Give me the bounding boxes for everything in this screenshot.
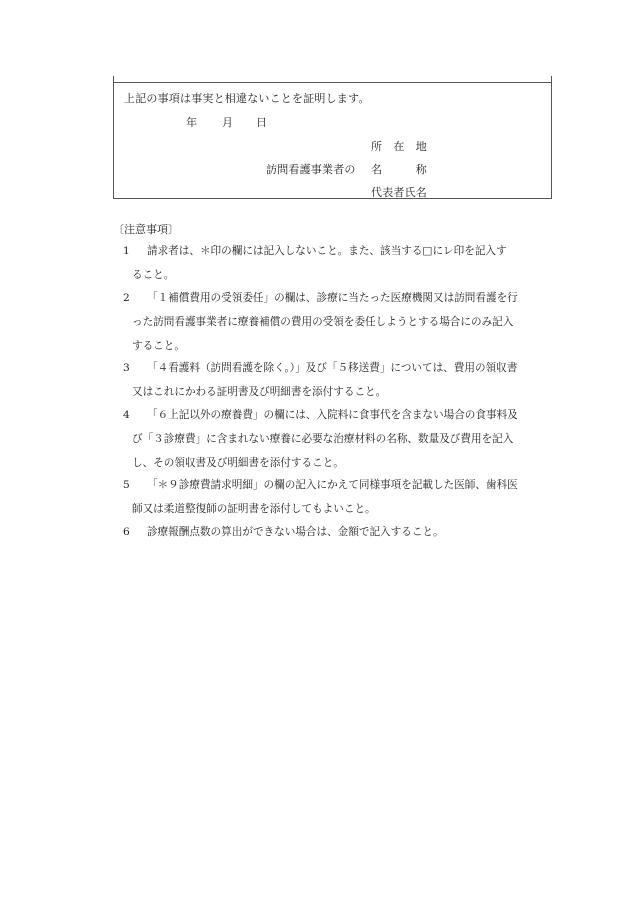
note-line: 「６上記以外の療養費」の欄には、入院料に食事代を含まない場合の食事料及	[147, 409, 518, 421]
note-item-5	[113, 473, 558, 521]
note-item-3	[113, 356, 558, 404]
provider-label: 訪問看護事業者の	[266, 163, 356, 176]
note-line: すること。	[132, 340, 185, 352]
note-number: 5	[123, 479, 130, 491]
note-line: 請求者は、＊印の欄には記入しないこと。また、該当する□にレ印を記入す	[147, 245, 507, 257]
note-line: 診療報酬点数の算出ができない場合は、金額で記入すること。	[147, 526, 444, 538]
note-number: 1	[123, 245, 130, 257]
note-item-4	[113, 403, 558, 475]
note-number: 4	[123, 409, 130, 421]
box-right-stub	[551, 76, 552, 82]
date-month-label: 月	[222, 116, 234, 129]
name-label: 名 称	[371, 163, 427, 176]
date-year-label: 年	[186, 116, 198, 129]
certification-statement: 上記の事項は事実と相違ないことを証明します。	[124, 92, 370, 105]
note-item-1	[113, 239, 558, 287]
note-line: った訪問看護事業者に療養補償の費用の受領を委任しようとする場合にのみ記入	[132, 316, 514, 328]
note-line: 「＊９診療費請求明細」の欄の記入にかえて同様事項を記載した医師、歯科医	[147, 479, 518, 491]
note-line: ること。	[132, 269, 175, 281]
note-item-6	[113, 520, 558, 544]
box-left-stub	[113, 76, 114, 82]
representative-label: 代表者氏名	[371, 186, 427, 199]
note-item-2	[113, 286, 558, 358]
note-line: 師又は柔道整復師の証明書を添付してもよいこと。	[132, 503, 376, 515]
notes-heading: 〔注意事項〕	[113, 223, 179, 236]
note-number: 6	[123, 526, 130, 538]
note-line: 又はこれにかわる証明書及び明細書を添付すること。	[132, 386, 387, 398]
note-line: 「４看護料（訪問看護を除く。）」及び「５移送費」については、費用の領収書	[147, 362, 518, 374]
note-line: び「３診療費」に含まれない療養に必要な治療材料の名称、数量及び費用を記入	[132, 433, 514, 445]
address-label: 所 在 地	[371, 140, 427, 153]
note-line: し、その領収書及び明細書を添付すること。	[132, 457, 344, 469]
date-day-label: 日	[256, 116, 268, 129]
note-number: 3	[123, 362, 130, 374]
note-number: 2	[123, 292, 130, 304]
note-line: 「１補償費用の受領委任」の欄は、診療に当たった医療機関又は訪問看護を行	[147, 292, 518, 304]
box-top-border	[113, 82, 552, 83]
